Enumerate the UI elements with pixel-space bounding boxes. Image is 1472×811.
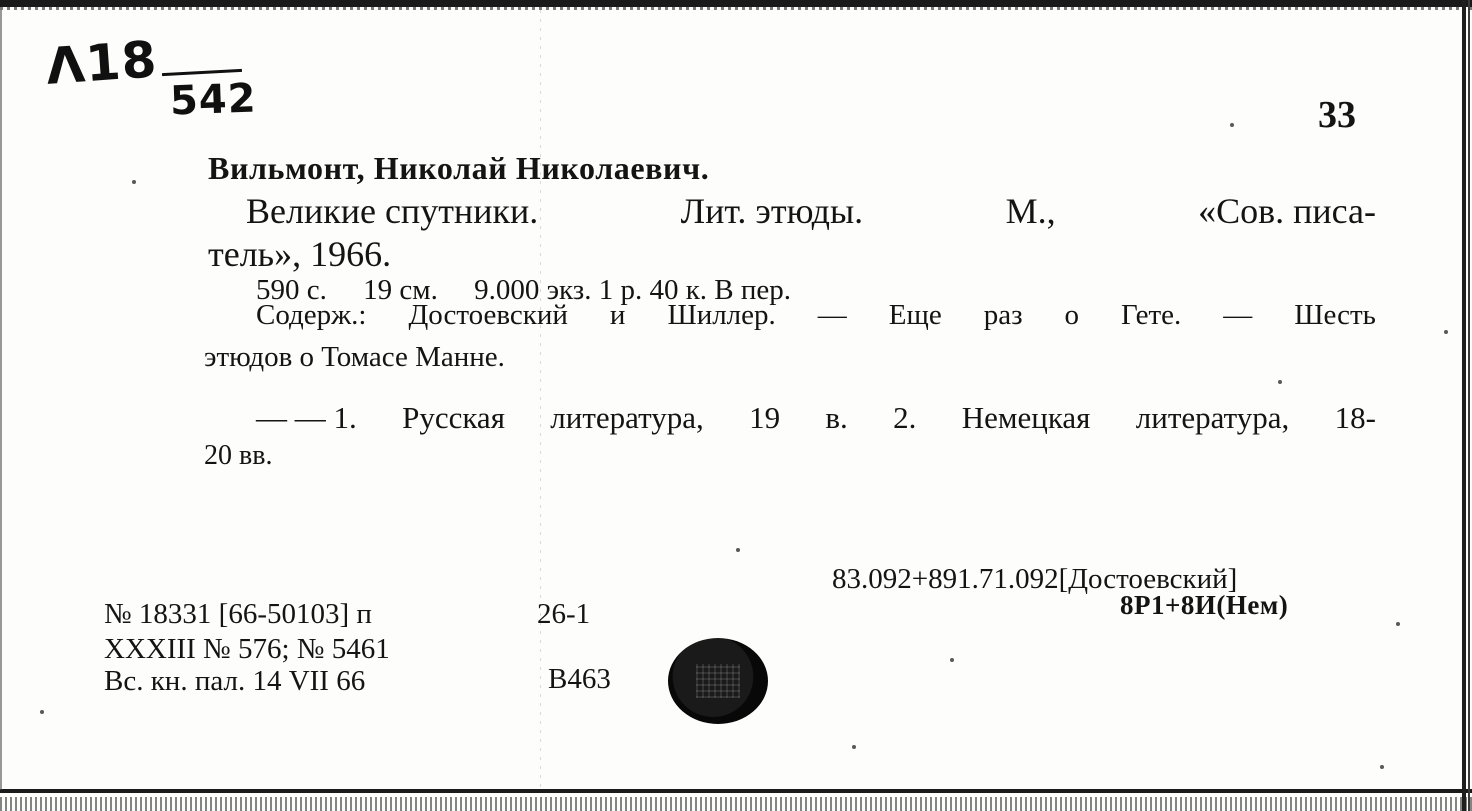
card-code-top: 26-1 <box>537 598 591 630</box>
punch-hole <box>668 638 768 724</box>
subject-word: 18- <box>1334 400 1376 435</box>
contents-line-2: этюдов о Томасе Манне. <box>204 341 505 373</box>
subject-word: литература, <box>550 400 704 435</box>
title-line-1 <box>246 193 1376 229</box>
title-segment: Лит. этюды. <box>680 191 864 231</box>
card-right-edge <box>1462 0 1466 811</box>
registration-date: Вс. кн. пал. 14 VII 66 <box>104 665 366 697</box>
contents-word: Еще <box>888 299 942 331</box>
subject-word: в. <box>825 400 848 435</box>
card-right-edge-shadow <box>1468 0 1470 811</box>
card-bottom-edge <box>0 789 1472 793</box>
subject-word: 19 <box>749 400 781 435</box>
shelf-mark-top: Λ18 <box>44 30 160 96</box>
scan-speck <box>40 710 44 714</box>
contents-word: Шиллер. <box>667 299 776 331</box>
contents-line-1 <box>256 301 1376 330</box>
card-code-bottom: В463 <box>548 663 611 695</box>
card-left-edge <box>0 10 2 790</box>
scan-speck <box>132 180 136 184</box>
registration-number: № 18331 [66-50103] п <box>104 598 372 630</box>
scan-speck <box>852 745 856 749</box>
contents-word: Содерж.: <box>256 299 367 331</box>
physical-description: 590 с. 19 см. 9.000 экз. 1 р. 40 к. В пер. <box>256 274 792 306</box>
scan-speck <box>950 658 954 662</box>
contents-word: и <box>609 299 626 331</box>
subject-word: — — 1. <box>256 400 357 435</box>
contents-word: раз <box>983 299 1023 331</box>
subjects-line-1 <box>256 402 1376 433</box>
subject-word: литература, <box>1135 400 1290 435</box>
card-bottom-edge-texture <box>0 797 1472 811</box>
contents-word: — <box>817 299 847 331</box>
scan-speck <box>1380 765 1384 769</box>
contents-word: Гете. <box>1121 299 1182 331</box>
shelf-mark-bottom: 542 <box>169 75 258 125</box>
classification-code: 8Р1+8И(Нем) <box>1120 590 1289 620</box>
contents-word: — <box>1223 299 1253 331</box>
contents-word: Шесть <box>1294 299 1376 331</box>
title-segment: М., <box>1005 191 1056 231</box>
title-segment: Великие спутники. <box>246 191 539 231</box>
scan-speck <box>736 548 740 552</box>
shelf-mark-rule <box>162 69 242 76</box>
subjects-line-2: 20 вв. <box>204 440 273 471</box>
card-crease <box>540 10 541 790</box>
classification-index: 83.092+891.71.092[Достоевский] <box>832 563 1238 595</box>
card-top-edge <box>0 0 1472 7</box>
contents-word: Достоевский <box>408 299 568 331</box>
subject-word: 2. <box>893 400 917 435</box>
scan-speck <box>1396 622 1400 626</box>
title-line-2: тель», 1966. <box>208 234 392 274</box>
page-number: 33 <box>1318 94 1356 136</box>
contents-word: о <box>1064 299 1080 331</box>
scan-speck <box>1230 123 1234 127</box>
title-segment: «Сов. писа- <box>1198 191 1376 231</box>
registration-issue: XXXIII № 576; № 5461 <box>104 633 390 665</box>
subject-word: Русская <box>402 400 505 435</box>
card-top-edge-texture <box>0 7 1472 10</box>
subject-word: Немецкая <box>961 400 1091 435</box>
scan-speck <box>1444 330 1448 334</box>
author-heading: Вильмонт, Николай Николаевич. <box>208 150 710 186</box>
scan-speck <box>1278 380 1282 384</box>
